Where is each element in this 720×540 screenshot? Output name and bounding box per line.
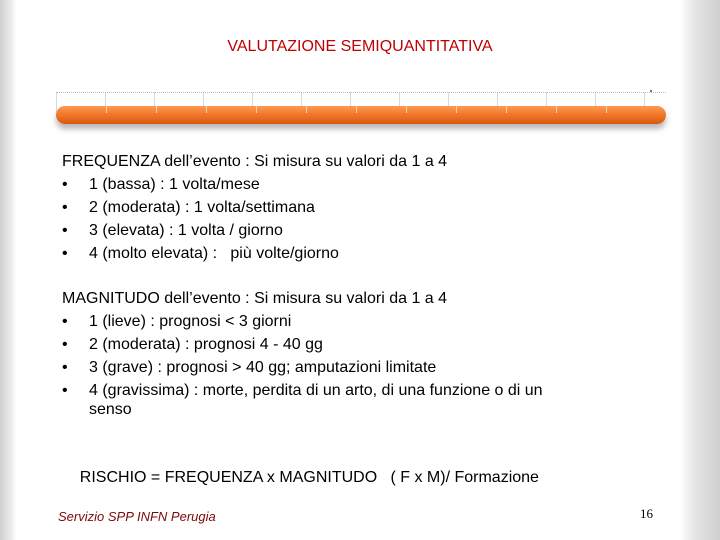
frequenza-item-4: 4 (molto elevata) : più volte/giorno: [89, 245, 339, 262]
orange-bar-tick: [506, 106, 507, 113]
magnitudo-intro-text: dell’evento : Si misura su valori da 1 a 4: [159, 290, 448, 307]
orange-bar-tick: [156, 106, 157, 113]
bullet-icon: •: [62, 176, 68, 193]
slide-body: [62, 150, 662, 512]
bullet-icon: •: [62, 359, 68, 376]
orange-bar-tick: [356, 106, 357, 113]
slide-title: VALUTAZIONE SEMIQUANTITATIVA: [227, 38, 493, 55]
frequenza-intro-text: dell’evento : Si misura su valori da 1 a 4: [159, 153, 448, 170]
list-item: [62, 356, 662, 379]
spacer: [62, 265, 662, 287]
frequenza-item-1: 1 (bassa) : 1 volta/mese: [89, 176, 260, 193]
orange-bar-tick: [556, 106, 557, 113]
orange-accent-bar: [56, 106, 666, 124]
spacer: [62, 421, 662, 443]
list-item: [62, 219, 662, 242]
bullet-icon: •: [62, 336, 68, 353]
frequenza-item-2: 2 (moderata) : 1 volta/settimana: [89, 199, 315, 216]
bullet-icon: •: [62, 313, 68, 330]
bullet-icon: •: [62, 199, 68, 216]
magnitudo-intro: [62, 287, 662, 310]
orange-bar-tick: [406, 106, 407, 113]
bullet-icon: •: [62, 222, 68, 239]
frequenza-item-3: 3 (elevata) : 1 volta / giorno: [89, 222, 283, 239]
magnitudo-heading: MAGNITUDO: [62, 290, 160, 307]
list-item: [62, 333, 662, 356]
orange-bar-tick: [606, 106, 607, 113]
divider-dot: [650, 90, 652, 92]
right-edge-shading: [680, 0, 720, 540]
title-divider: [56, 92, 666, 136]
magnitudo-item-1: 1 (lieve) : prognosi < 3 giorni: [89, 313, 292, 330]
orange-bar-tick: [456, 106, 457, 113]
left-edge-shading: [0, 0, 16, 540]
magnitudo-item-2: 2 (moderata) : prognosi 4 - 40 gg: [89, 336, 323, 353]
list-item: [62, 196, 662, 219]
orange-bar-tick: [206, 106, 207, 113]
rischio-formula-text: = FREQUENZA x MAGNITUDO ( F x M)/ Formazione: [146, 469, 539, 486]
rischio-formula: [62, 443, 662, 512]
orange-bar-tick: [106, 106, 107, 113]
frequenza-heading: FREQUENZA: [62, 153, 160, 170]
list-item: [62, 242, 662, 265]
magnitudo-item-4: 4 (gravissima) : morte, perdita di un arto, di una funzione o di un: [89, 382, 543, 399]
bullet-icon: •: [62, 382, 68, 399]
list-item: [62, 173, 662, 196]
orange-bar-tick: [256, 106, 257, 113]
magnitudo-item-4-continued: senso: [89, 401, 132, 418]
rischio-heading: RISCHIO: [79, 469, 147, 486]
bullet-icon: •: [62, 245, 68, 262]
magnitudo-item-3: 3 (grave) : prognosi > 40 gg; amputazioni limitate: [89, 359, 437, 376]
orange-bar-tick: [306, 106, 307, 113]
list-item: [62, 310, 662, 333]
page-number: 16: [640, 506, 653, 521]
footer-organization: Servizio SPP INFN Perugia: [58, 509, 216, 524]
frequenza-intro: [62, 150, 662, 173]
